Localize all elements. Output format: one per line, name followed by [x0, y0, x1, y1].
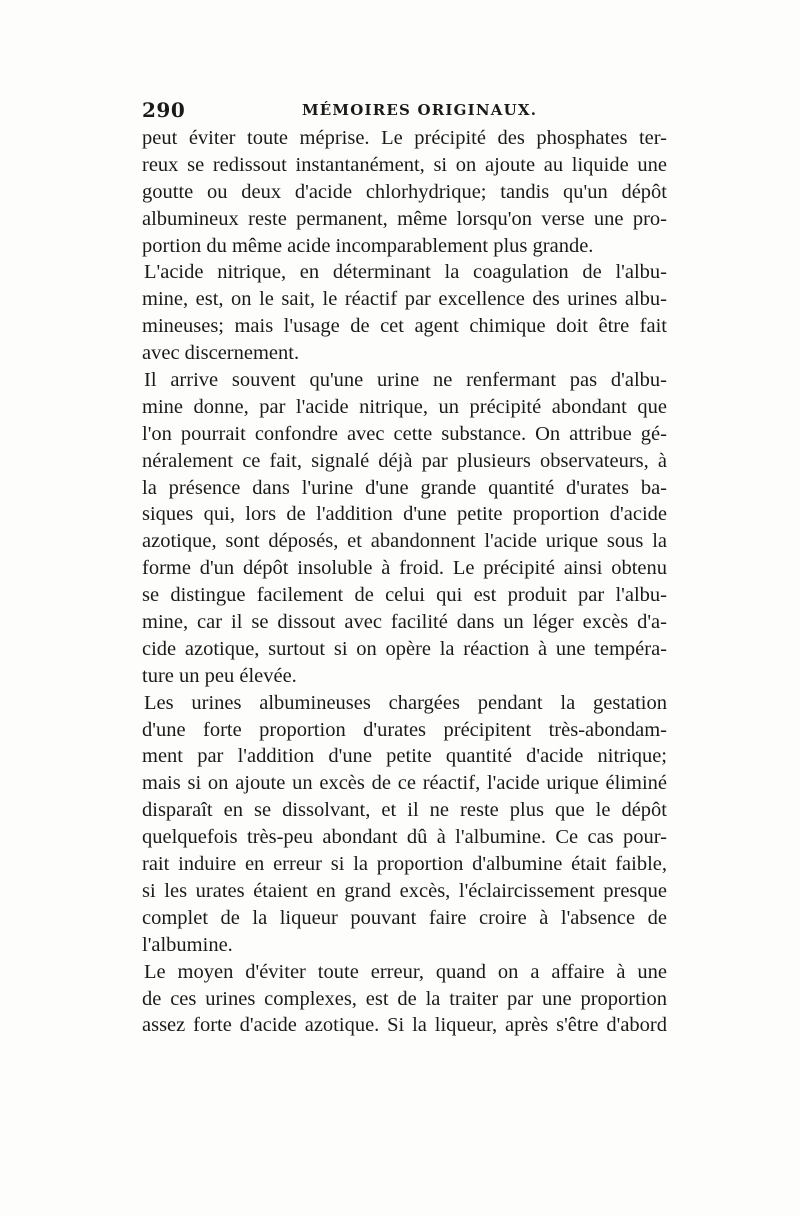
text-line: mais si on ajoute un excès de ce réactif, l'acide urique éliminé: [142, 772, 667, 795]
text-line: assez forte d'acide azotique. Si la liqueur, après s'être d'abord: [142, 1014, 667, 1037]
text-line: goutte ou deux d'acide chlorhydrique; tandis qu'un dépôt: [142, 180, 667, 203]
text-line: d'une forte proportion d'urates précipitent très-abondam-: [142, 718, 667, 741]
text-line: Le moyen d'éviter toute erreur, quand on a affaire à une: [144, 960, 667, 983]
text-line: mineuses; mais l'usage de cet agent chimique doit être fait: [142, 315, 667, 338]
text-line: disparaît en se dissolvant, et il ne reste plus que le dépôt: [142, 799, 667, 822]
text-line: Il arrive souvent qu'une urine ne renfermant pas d'albu-: [144, 369, 667, 392]
text-line: ture un peu élevée.: [142, 664, 297, 687]
text-line: portion du même acide incomparablement plus grande.: [142, 234, 594, 257]
text-line: ment par l'addition d'une petite quantité d'acide nitrique;: [142, 745, 667, 768]
running-head: MÉMOIRES ORIGINAUX.: [302, 101, 538, 119]
text-line: mine, car il se dissout avec facilité dans un léger excès d'a-: [142, 611, 667, 634]
page-header: [142, 98, 667, 124]
text-line: albumineux reste permanent, même lorsqu'on verse une pro-: [142, 207, 667, 230]
text-line: mine, est, on le sait, le réactif par excellence des urines albu-: [142, 288, 667, 311]
text-line: rait induire en erreur si la proportion d'albumine était faible,: [142, 853, 667, 876]
text-line: azotique, sont déposés, et abandonnent l'acide urique sous la: [142, 530, 667, 553]
text-line: quelquefois très-peu abondant dû à l'albumine. Ce cas pour-: [142, 826, 667, 849]
text-line: cide azotique, surtout si on opère la réaction à une tempéra-: [142, 637, 667, 660]
text-line: néralement ce fait, signalé déjà par plusieurs observateurs, à: [142, 449, 667, 472]
text-line: L'acide nitrique, en déterminant la coagulation de l'albu-: [144, 261, 667, 284]
text-line: l'albumine.: [142, 933, 233, 956]
text-line: complet de la liqueur pouvant faire croire à l'absence de: [142, 906, 667, 929]
text-line: se distingue facilement de celui qui est produit par l'albu-: [142, 584, 667, 607]
text-line: l'on pourrait confondre avec cette substance. On attribue gé-: [142, 422, 667, 445]
text-line: de ces urines complexes, est de la traiter par une proportion: [142, 987, 667, 1010]
text-line: si les urates étaient en grand excès, l'éclaircissement presque: [142, 879, 667, 902]
text-line: la présence dans l'urine d'une grande quantité d'urates ba-: [142, 476, 667, 499]
text-line: forme d'un dépôt insoluble à froid. Le précipité ainsi obtenu: [142, 557, 667, 580]
text-line: Les urines albumineuses chargées pendant la gestation: [144, 691, 667, 714]
text-line: peut éviter toute méprise. Le précipité des phosphates ter-: [142, 127, 667, 149]
text-line: avec discernement.: [142, 342, 300, 365]
text-line: reux se redissout instantanément, si on ajoute au liquide une: [142, 153, 667, 176]
text-line: siques qui, lors de l'addition d'une petite proportion d'acide: [142, 503, 667, 526]
text-line: mine donne, par l'acide nitrique, un précipité abondant que: [142, 395, 667, 418]
page-number: 290: [142, 98, 186, 122]
body-text: [142, 125, 667, 1039]
